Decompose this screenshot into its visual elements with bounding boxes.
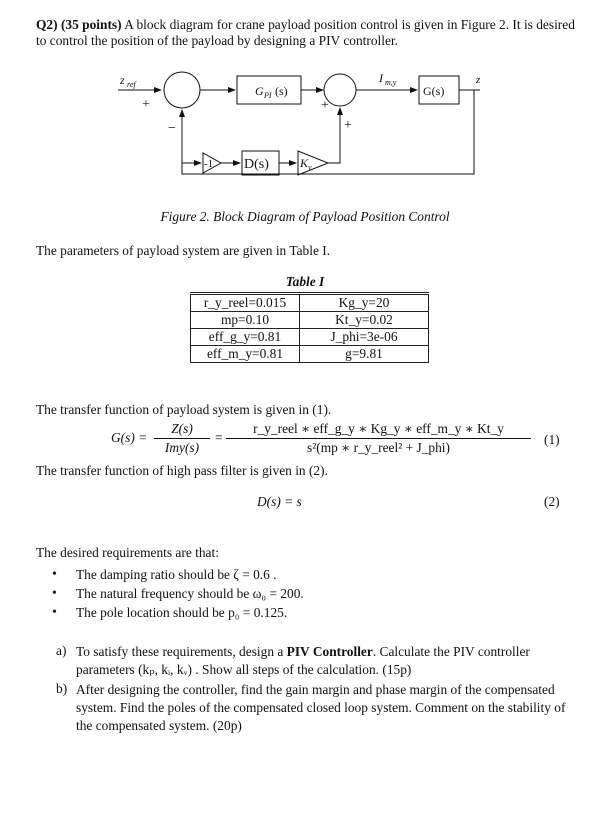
- eq1-frac1-numerator: Z(s): [171, 421, 193, 436]
- table-row: [191, 312, 429, 329]
- part-a-text: [76, 643, 574, 679]
- table-cell: r_y_reel=0.015: [191, 294, 300, 312]
- plus-sign-1: +: [142, 97, 150, 112]
- question-intro: A block diagram for crane payload position control is given in Figure 2. It is desired to control the position of the payload by designing a PIV controller.: [36, 17, 575, 48]
- requirements-intro: The desired requirements are that:: [36, 545, 219, 560]
- list-item: • The damping ratio should be ζ = 0.6 .: [52, 565, 532, 584]
- equation-2-number: (2): [544, 494, 560, 509]
- eq1-fraction-2: [226, 421, 531, 456]
- kv-to-sum2-line: [328, 108, 340, 163]
- parameter-table: [190, 292, 429, 363]
- imy-label: I: [379, 71, 383, 85]
- part-a-pre: To satisfy these requirements, design a: [76, 644, 287, 659]
- table-cell: eff_g_y=0.81: [191, 329, 300, 346]
- table-row: [191, 294, 429, 312]
- zref-sub: ref: [127, 80, 136, 89]
- minus-sign-1: −: [168, 121, 176, 136]
- eq1-lhs: G(s) =: [111, 430, 148, 445]
- transfer-function-intro: The transfer function of payload system is given in (1).: [36, 402, 332, 417]
- params-intro: The parameters of payload system are given in Table I.: [36, 243, 331, 258]
- output-z-label: z: [476, 74, 481, 86]
- plus-sign-2: +: [321, 98, 329, 113]
- equation-1-number: (1): [544, 432, 560, 447]
- table-cell: eff_m_y=0.81: [191, 346, 300, 363]
- question-number: Q2): [36, 17, 58, 32]
- kv-sub: v: [308, 163, 312, 172]
- eq1-frac2-numerator: r_y_reel ∗ eff_g_y ∗ Kg_y ∗ eff_m_y ∗ Kt_y: [253, 421, 504, 436]
- table-cell: Kt_y=0.02: [300, 312, 429, 329]
- plus-sign-3: +: [344, 118, 352, 133]
- list-item: • The pole location should be p₀ = 0.125.: [52, 603, 532, 622]
- imy-sub: m,y: [385, 78, 397, 87]
- requirements-list: [52, 565, 532, 622]
- block-diagram: [0, 60, 610, 205]
- table-cell: mp=0.10: [191, 312, 300, 329]
- gpi-label: G: [255, 84, 264, 98]
- high-pass-intro: The transfer function of high pass filter is given in (2).: [36, 463, 328, 478]
- eq1-fraction-1: [154, 421, 210, 456]
- summing-junction-1: [164, 72, 200, 108]
- gpi-arg: (s): [275, 84, 288, 98]
- table-cell: J_phi=3e-06: [300, 329, 429, 346]
- question-header: [36, 17, 584, 49]
- part-a-post: . Calculate the PIV controller parameters (kₚ, kᵢ, kᵥ) . Show all steps of the calculation. (15p): [76, 644, 530, 677]
- eq1-frac2-denominator: s²(mp ∗ r_y_reel² + J_phi): [307, 440, 450, 455]
- neg1-label: -1: [204, 158, 214, 170]
- equation-2: D(s) = s: [257, 494, 302, 509]
- table-row: [191, 329, 429, 346]
- equation-1: [111, 421, 531, 455]
- list-item: • The natural frequency should be ω₀ = 200.: [52, 584, 532, 603]
- ds-label: D(s): [244, 157, 269, 172]
- question-points: (35 points): [60, 17, 122, 32]
- table-row: [191, 346, 429, 363]
- part-b-label: b): [56, 681, 68, 696]
- gpi-sub: PI: [264, 91, 272, 100]
- eq1-equals: =: [215, 430, 223, 445]
- plant-label: G(s): [423, 84, 445, 98]
- kv-label: K: [300, 156, 309, 170]
- zref-label: z: [120, 73, 125, 87]
- table-cell: Kg_y=20: [300, 294, 429, 312]
- part-a-label: a): [56, 643, 67, 658]
- table-title: Table I: [285, 274, 325, 289]
- table-cell: g=9.81: [300, 346, 429, 363]
- part-b-text: After designing the controller, find the gain margin and phase margin of the compensated system. Find the poles of the compensated closed loop system. Comment on the stability of the compensated system. (20p): [76, 682, 566, 733]
- part-a-bold: PIV Controller: [286, 644, 373, 659]
- eq1-frac1-denominator: Imy(s): [164, 440, 200, 455]
- figure-caption: Figure 2. Block Diagram of Payload Position Control: [160, 209, 450, 224]
